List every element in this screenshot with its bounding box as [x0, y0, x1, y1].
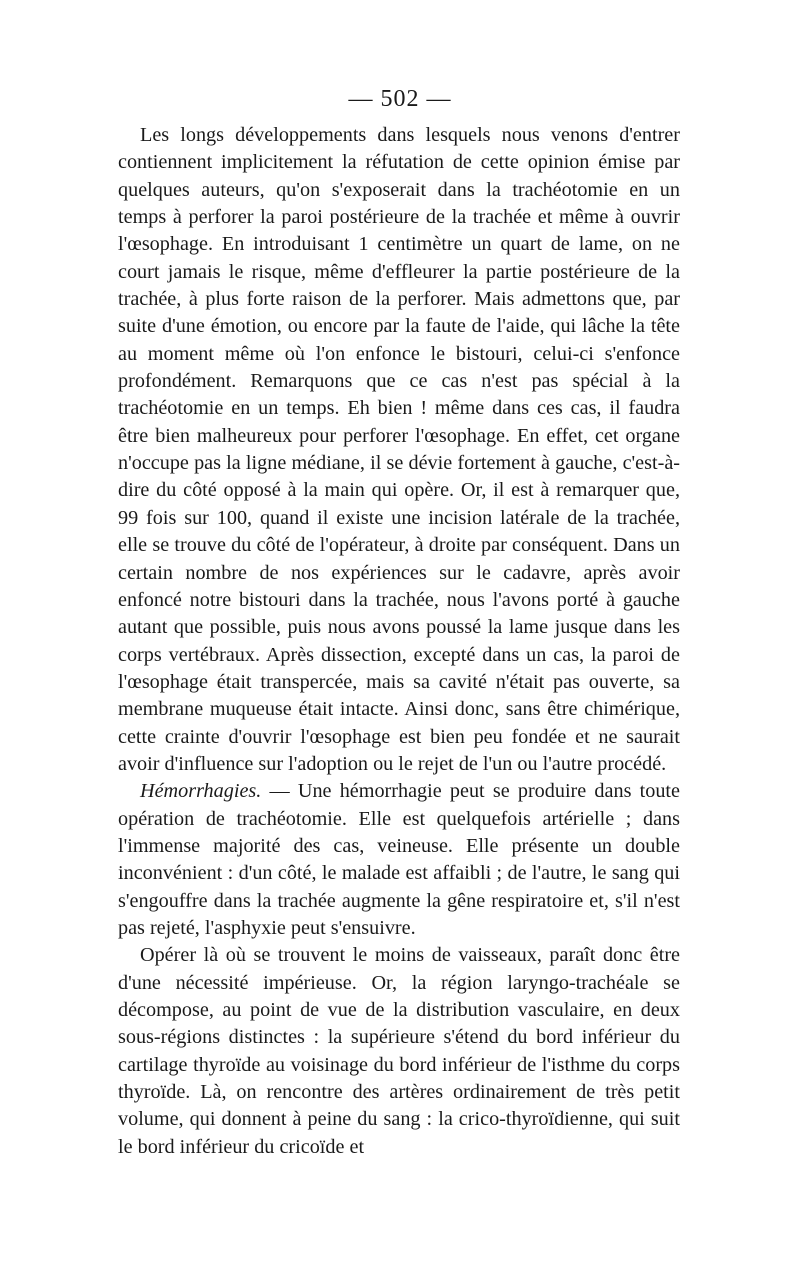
paragraph-esophagus: Les longs développements dans lesquels nous venons d'entrer contiennent implicitement la réfutation de cette opinion émise par quelques auteurs, qu'on s'exposerait dans la trachéotomie en un temps à perforer la paroi postérieure de la trachée et même à ouvrir l'œsophage. En introduisant 1 centimètre un quart de lame, on ne court jamais le risque, même d'effleurer la partie postérieure de la trachée, à plus forte raison de la perforer. Mais admettons que, par suite d'une émotion, ou encore par la faute de l'aide, qui lâche la tête au moment même où l'on enfonce le bistouri, celui-ci s'enfonce profondément. Remarquons que ce cas n'est pas spécial à la trachéotomie en un temps. Eh bien ! même dans ces cas, il faudra être bien malheureux pour perforer l'œsophage. En effet, cet organe n'occupe pas la ligne médiane, il se dévie fortement à gauche, c'est-à-dire du côté opposé à la main qui opère. Or, il est à remarquer que, 99 fois sur 100, quand il existe une incision latérale de la trachée, elle se trouve du côté de l'opérateur, à droite par conséquent. Dans un certain nombre de nos expériences sur le cadavre, après avoir enfoncé notre bistouri dans la trachée, nous l'avons porté à gauche autant que possible, puis nous avons poussé la lame jusque dans les corps vertébraux. Après dissection, excepté dans un cas, la paroi de l'œsophage était transpercée, mais sa cavité n'était pas ouverte, sa membrane muqueuse était intacte. Ainsi donc, sans être chimérique, cette crainte d'ouvrir l'œsophage est bien peu fondée et ne saurait avoir d'influence sur l'adoption ou le rejet de l'un ou l'autre procédé. — [118, 124, 680, 775]
page-number: — 502 — — [348, 86, 452, 112]
section-heading-hemorrhages: Hémorrhagies. — [140, 780, 262, 803]
paragraph-hemorrhages — [118, 778, 680, 942]
body-text — [118, 122, 680, 1161]
paragraph-vascular-regions: Opérer là où se trouvent le moins de vaisseaux, paraît donc être d'une nécessité impérieuse. Or, la région laryngo-trachéale se décompose, au point de vue de la distribution vasculaire, en deux sous-régions distinctes : la supérieure s'étend du bord inférieur du cartilage thyroïde au voisinage du bord inférieur de l'isthme du corps thyroïde. Là, on rencontre des artères ordinairement de très petit volume, qui donnent à peine du sang : la crico-thyroïdienne, qui suit le bord inférieur du cricoïde et — [118, 944, 680, 1158]
hemorrhages-text: — Une hémorrhagie peut se produire dans toute opération de trachéotomie. Elle est quelquefois artérielle ; dans l'immense majorité des cas, veineuse. Elle présente un double inconvénient : d'un côté, le malade est affaibli ; de l'autre, le sang qui s'engouffre dans la trachée augmente la gêne respiratoire et, s'il n'est pas rejeté, l'asphyxie peut s'ensuivre. — [118, 780, 680, 939]
